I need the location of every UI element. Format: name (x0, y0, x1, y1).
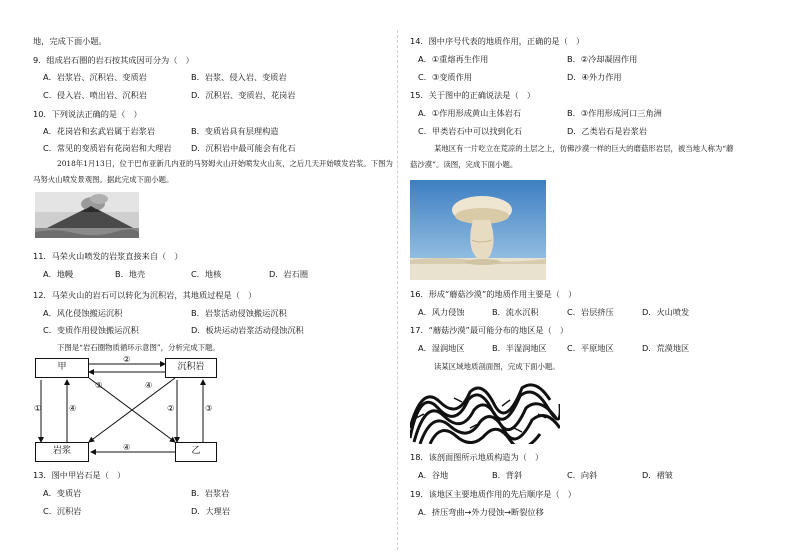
q11-option-d: D．岩石圈 (269, 269, 309, 279)
mushroom-rock-photo (410, 180, 546, 280)
q13-stem: 13．图中甲岩石是（ ） (33, 470, 126, 480)
q18-option-b: B．背斜 (492, 470, 523, 480)
q16-option-a: A．风力侵蚀 (418, 307, 465, 317)
q16-stem: 16．形成“蘑菇沙漠”的地质作用主要是（ ） (410, 289, 577, 299)
q10-option-b: B．变质岩具有层理构造 (191, 126, 279, 136)
q11-stem: 11．马荣火山喷发的岩浆直接来自（ ） (33, 251, 183, 261)
passage-geologic-section: 读某区域地质剖面图，完成下面小题。 (434, 362, 560, 371)
q14-option-a: A．①重熔再生作用 (418, 54, 489, 64)
node-yi: 乙 (175, 442, 217, 462)
q14-option-b: B．②冷却凝固作用 (567, 54, 638, 64)
node-magma: 岩浆 (35, 442, 89, 462)
q16-option-b: B．流水沉积 (492, 307, 539, 317)
q15-stem: 15．关于图中的正确说法是（ ） (410, 90, 536, 100)
q16-option-c: C．岩层挤压 (567, 307, 614, 317)
q9-option-d: D．沉积岩、变质岩、花岗岩 (191, 90, 296, 100)
q10-option-d: D．沉积岩中最可能会有化石 (191, 143, 296, 153)
q18-option-c: C．向斜 (567, 470, 598, 480)
q9-stem: 9．组成岩石圈的岩石按其成因可分为（ ） (33, 55, 194, 65)
q11-option-c: C．地核 (191, 269, 222, 279)
passage-rock-cycle: 下图是“岩石圈物质循环示意图”，分析完成下题。 (57, 343, 220, 352)
q17-option-a: A．湿润地区 (418, 343, 465, 353)
label-1-left: ① (34, 403, 42, 413)
rock-cycle-diagram (34, 354, 217, 463)
q19-stem: 19．该地区主要地质作用的先后顺序是（ ） (410, 489, 576, 499)
q15-option-c: C．甲类岩石中可以找到化石 (418, 126, 522, 136)
q17-option-b: B．半湿润地区 (492, 343, 547, 353)
q17-option-d: D．荒漠地区 (642, 343, 690, 353)
label-4-bottom: ④ (123, 442, 131, 452)
passage-volcano-line1: 2018年1月13日，位于巴布亚新几内亚的马努姆火山开始喷发火山灰，之后几天开始喷发岩浆。下图为 (57, 159, 393, 168)
passage-volcano-line2: 马努火山喷发景观图。据此完成下面小题。 (33, 175, 174, 184)
q10-stem: 10．下列说法正确的是（ ） (33, 109, 142, 119)
q18-stem: 18．该剖面图所示地质构造为（ ） (410, 452, 544, 462)
q18-option-d: D．褶皱 (642, 470, 673, 480)
q15-option-b: B．③作用形成河口三角洲 (567, 108, 662, 118)
label-2-right: ② (167, 403, 175, 413)
label-4-upper-right: ④ (145, 380, 153, 390)
q12-option-a: A．风化侵蚀搬运沉积 (43, 308, 123, 318)
q14-option-d: D．④外力作用 (567, 72, 622, 82)
q19-option-a: A．挤压弯曲→外力侵蚀→断裂位移 (418, 507, 544, 517)
passage-mushroom-line1: 某地区有一片吃立在荒凉的土层之上，仿佛沙漠一样的巨大的磨菇形岩层，被当地人称为“蘑 (434, 144, 734, 153)
label-3-right: ③ (205, 403, 213, 413)
label-4-left: ④ (69, 403, 77, 413)
q12-option-c: C．变质作用侵蚀搬运沉积 (43, 325, 139, 335)
q12-stem: 12．马荣火山的岩石可以转化为沉积岩，其地质过程是（ ） (33, 290, 257, 300)
q9-option-a: A．岩浆岩、沉积岩、变质岩 (43, 72, 147, 82)
passage-mushroom-line2: 菇沙漠”。读图，完成下面小题。 (410, 160, 518, 169)
q15-option-a: A．①作用形成黄山主体岩石 (418, 108, 522, 118)
q17-option-c: C．平原地区 (567, 343, 614, 353)
q12-option-b: B．岩浆活动侵蚀搬运沉积 (191, 308, 287, 318)
q13-option-c: C．沉积岩 (43, 506, 82, 516)
q12-option-d: D．板块运动岩浆活动侵蚀沉积 (191, 325, 304, 335)
volcano-photo (35, 192, 139, 238)
q13-option-d: D．大理岩 (191, 506, 231, 516)
q10-option-c: C．常见的变质岩有花岗岩和大理岩 (43, 143, 172, 153)
q14-option-c: C．③变质作用 (418, 72, 472, 82)
node-jia: 甲 (35, 358, 89, 378)
q18-option-a: A．谷地 (418, 470, 449, 480)
intro-tail: 地，完成下面小题。 (33, 36, 107, 46)
q13-option-b: B．岩浆岩 (191, 488, 230, 498)
q14-stem: 14．图中序号代表的地质作用，正确的是（ ） (410, 36, 585, 46)
column-divider (397, 30, 398, 550)
q9-option-c: C．侵入岩、喷出岩、沉积岩 (43, 90, 147, 100)
q15-option-d: D．乙类岩石是岩浆岩 (567, 126, 647, 136)
label-2-top: ② (123, 354, 131, 364)
geologic-section-image (410, 378, 560, 444)
q16-option-d: D．火山喷发 (642, 307, 690, 317)
node-sedimentary-rock: 沉积岩 (165, 358, 217, 378)
q11-option-a: A．地幔 (43, 269, 74, 279)
q9-option-b: B．岩浆、侵入岩、变质岩 (191, 72, 287, 82)
q11-option-b: B．地壳 (115, 269, 146, 279)
q17-stem: 17．“蘑菇沙漠”最可能分布的地区是（ ） (410, 325, 569, 335)
label-3-upper-left: ③ (95, 380, 103, 390)
q13-option-a: A．变质岩 (43, 488, 82, 498)
q10-option-a: A．花岗岩和玄武岩属于岩浆岩 (43, 126, 156, 136)
